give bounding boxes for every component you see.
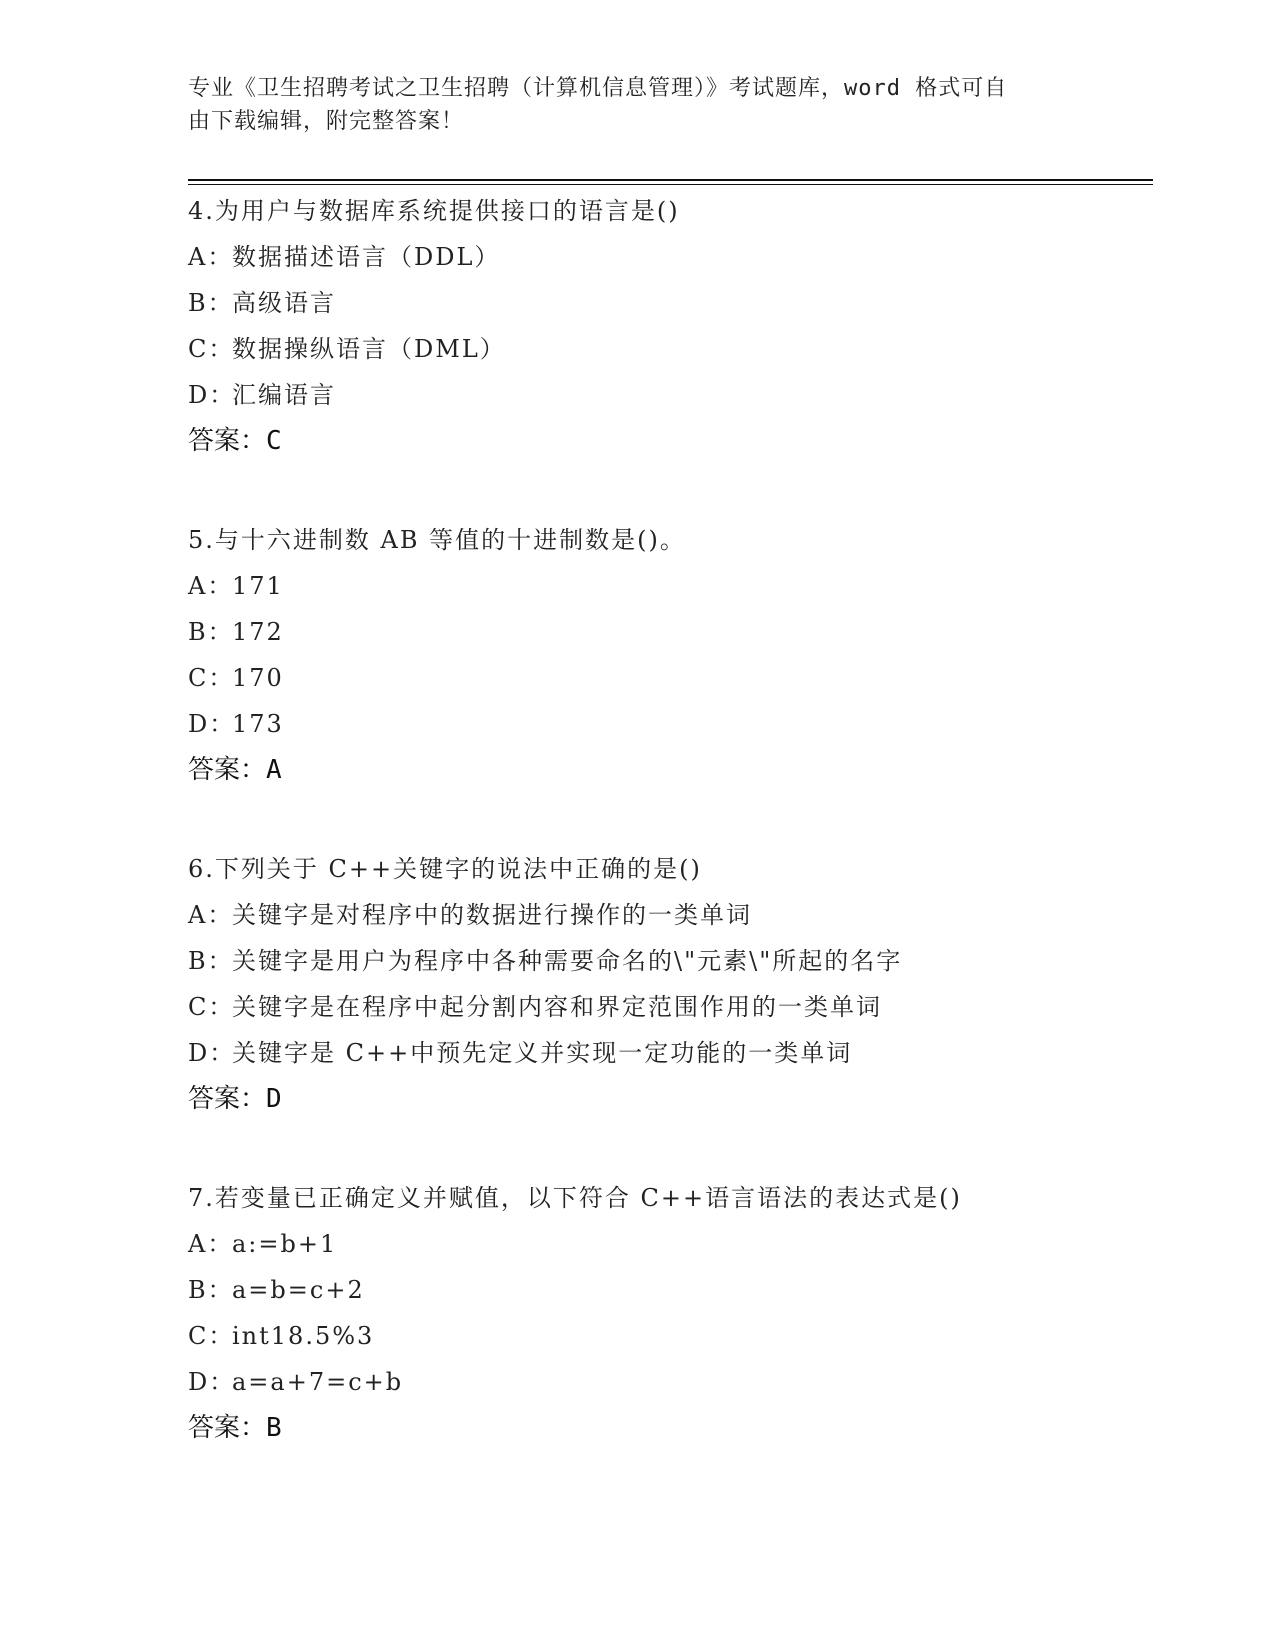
option-text: 关键字是用户为程序中各种需要命名的\"元素\"所起的名字 [232, 947, 903, 975]
option-d [188, 1359, 1153, 1405]
option-d [188, 701, 1153, 747]
question-stem: 4.为用户与数据库系统提供接口的语言是() [188, 197, 680, 225]
option-text: 173 [232, 710, 284, 738]
header-divider-thin [188, 184, 1153, 185]
option-text: 关键字是对程序中的数据进行操作的一类单词 [232, 901, 752, 929]
option-d [188, 1030, 1153, 1076]
question-6 [188, 846, 1153, 1122]
answer-line: 答案：A [188, 755, 282, 785]
header-divider-thick [188, 179, 1153, 181]
option-letter: D： [188, 381, 236, 409]
option-a [188, 234, 1153, 280]
option-text: 172 [232, 618, 284, 646]
option-letter: D： [188, 1368, 236, 1396]
option-b [188, 938, 1153, 984]
question-stem: 5.与十六进制数 AB 等值的十进制数是()。 [188, 526, 686, 554]
option-text: 关键字是在程序中起分割内容和界定范围作用的一类单词 [232, 993, 882, 1021]
option-text: int18.5%3 [232, 1322, 375, 1350]
option-text: a=a+7=c+b [232, 1368, 404, 1396]
option-letter: B： [188, 947, 234, 975]
option-letter: A： [188, 1230, 234, 1258]
question-stem: 7.若变量已正确定义并赋值，以下符合 C++语言语法的表达式是() [188, 1184, 962, 1212]
header-line-2: 由下载编辑，附完整答案！ [188, 109, 465, 134]
option-text: 关键字是 C++中预先定义并实现一定功能的一类单词 [232, 1039, 853, 1067]
option-letter: D： [188, 710, 236, 738]
option-letter: C： [188, 993, 235, 1021]
option-b [188, 1267, 1153, 1313]
option-c [188, 655, 1153, 701]
option-a [188, 1221, 1153, 1267]
option-letter: C： [188, 335, 235, 363]
answer-line: 答案：C [188, 426, 282, 456]
option-letter: A： [188, 901, 234, 929]
option-text: 数据描述语言（DDL） [232, 243, 501, 271]
answer-line: 答案：B [188, 1413, 282, 1443]
option-b [188, 280, 1153, 326]
question-list [188, 188, 1153, 1504]
option-d [188, 372, 1153, 418]
question-4 [188, 188, 1153, 464]
option-letter: B： [188, 1276, 234, 1304]
header-line-1: 专业《卫生招聘考试之卫生招聘（计算机信息管理）》考试题库，word 格式可自 [188, 76, 1008, 101]
document-header [188, 72, 1078, 138]
option-c [188, 326, 1153, 372]
option-letter: D： [188, 1039, 236, 1067]
option-text: 高级语言 [232, 289, 336, 317]
option-text: 171 [232, 572, 284, 600]
option-text: a:=b+1 [232, 1230, 338, 1258]
option-text: a=b=c+2 [232, 1276, 365, 1304]
option-letter: A： [188, 243, 234, 271]
option-text: 汇编语言 [232, 381, 336, 409]
option-letter: C： [188, 1322, 235, 1350]
answer-line: 答案：D [188, 1084, 282, 1114]
option-text: 数据操纵语言（DML） [232, 335, 506, 363]
option-b [188, 609, 1153, 655]
option-c [188, 1313, 1153, 1359]
option-c [188, 984, 1153, 1030]
option-letter: A： [188, 572, 234, 600]
option-letter: B： [188, 289, 234, 317]
option-a [188, 892, 1153, 938]
option-letter: C： [188, 664, 235, 692]
option-text: 170 [232, 664, 284, 692]
question-7 [188, 1175, 1153, 1451]
question-5 [188, 517, 1153, 793]
option-letter: B： [188, 618, 234, 646]
question-stem: 6.下列关于 C++关键字的说法中正确的是() [188, 855, 702, 883]
option-a [188, 563, 1153, 609]
